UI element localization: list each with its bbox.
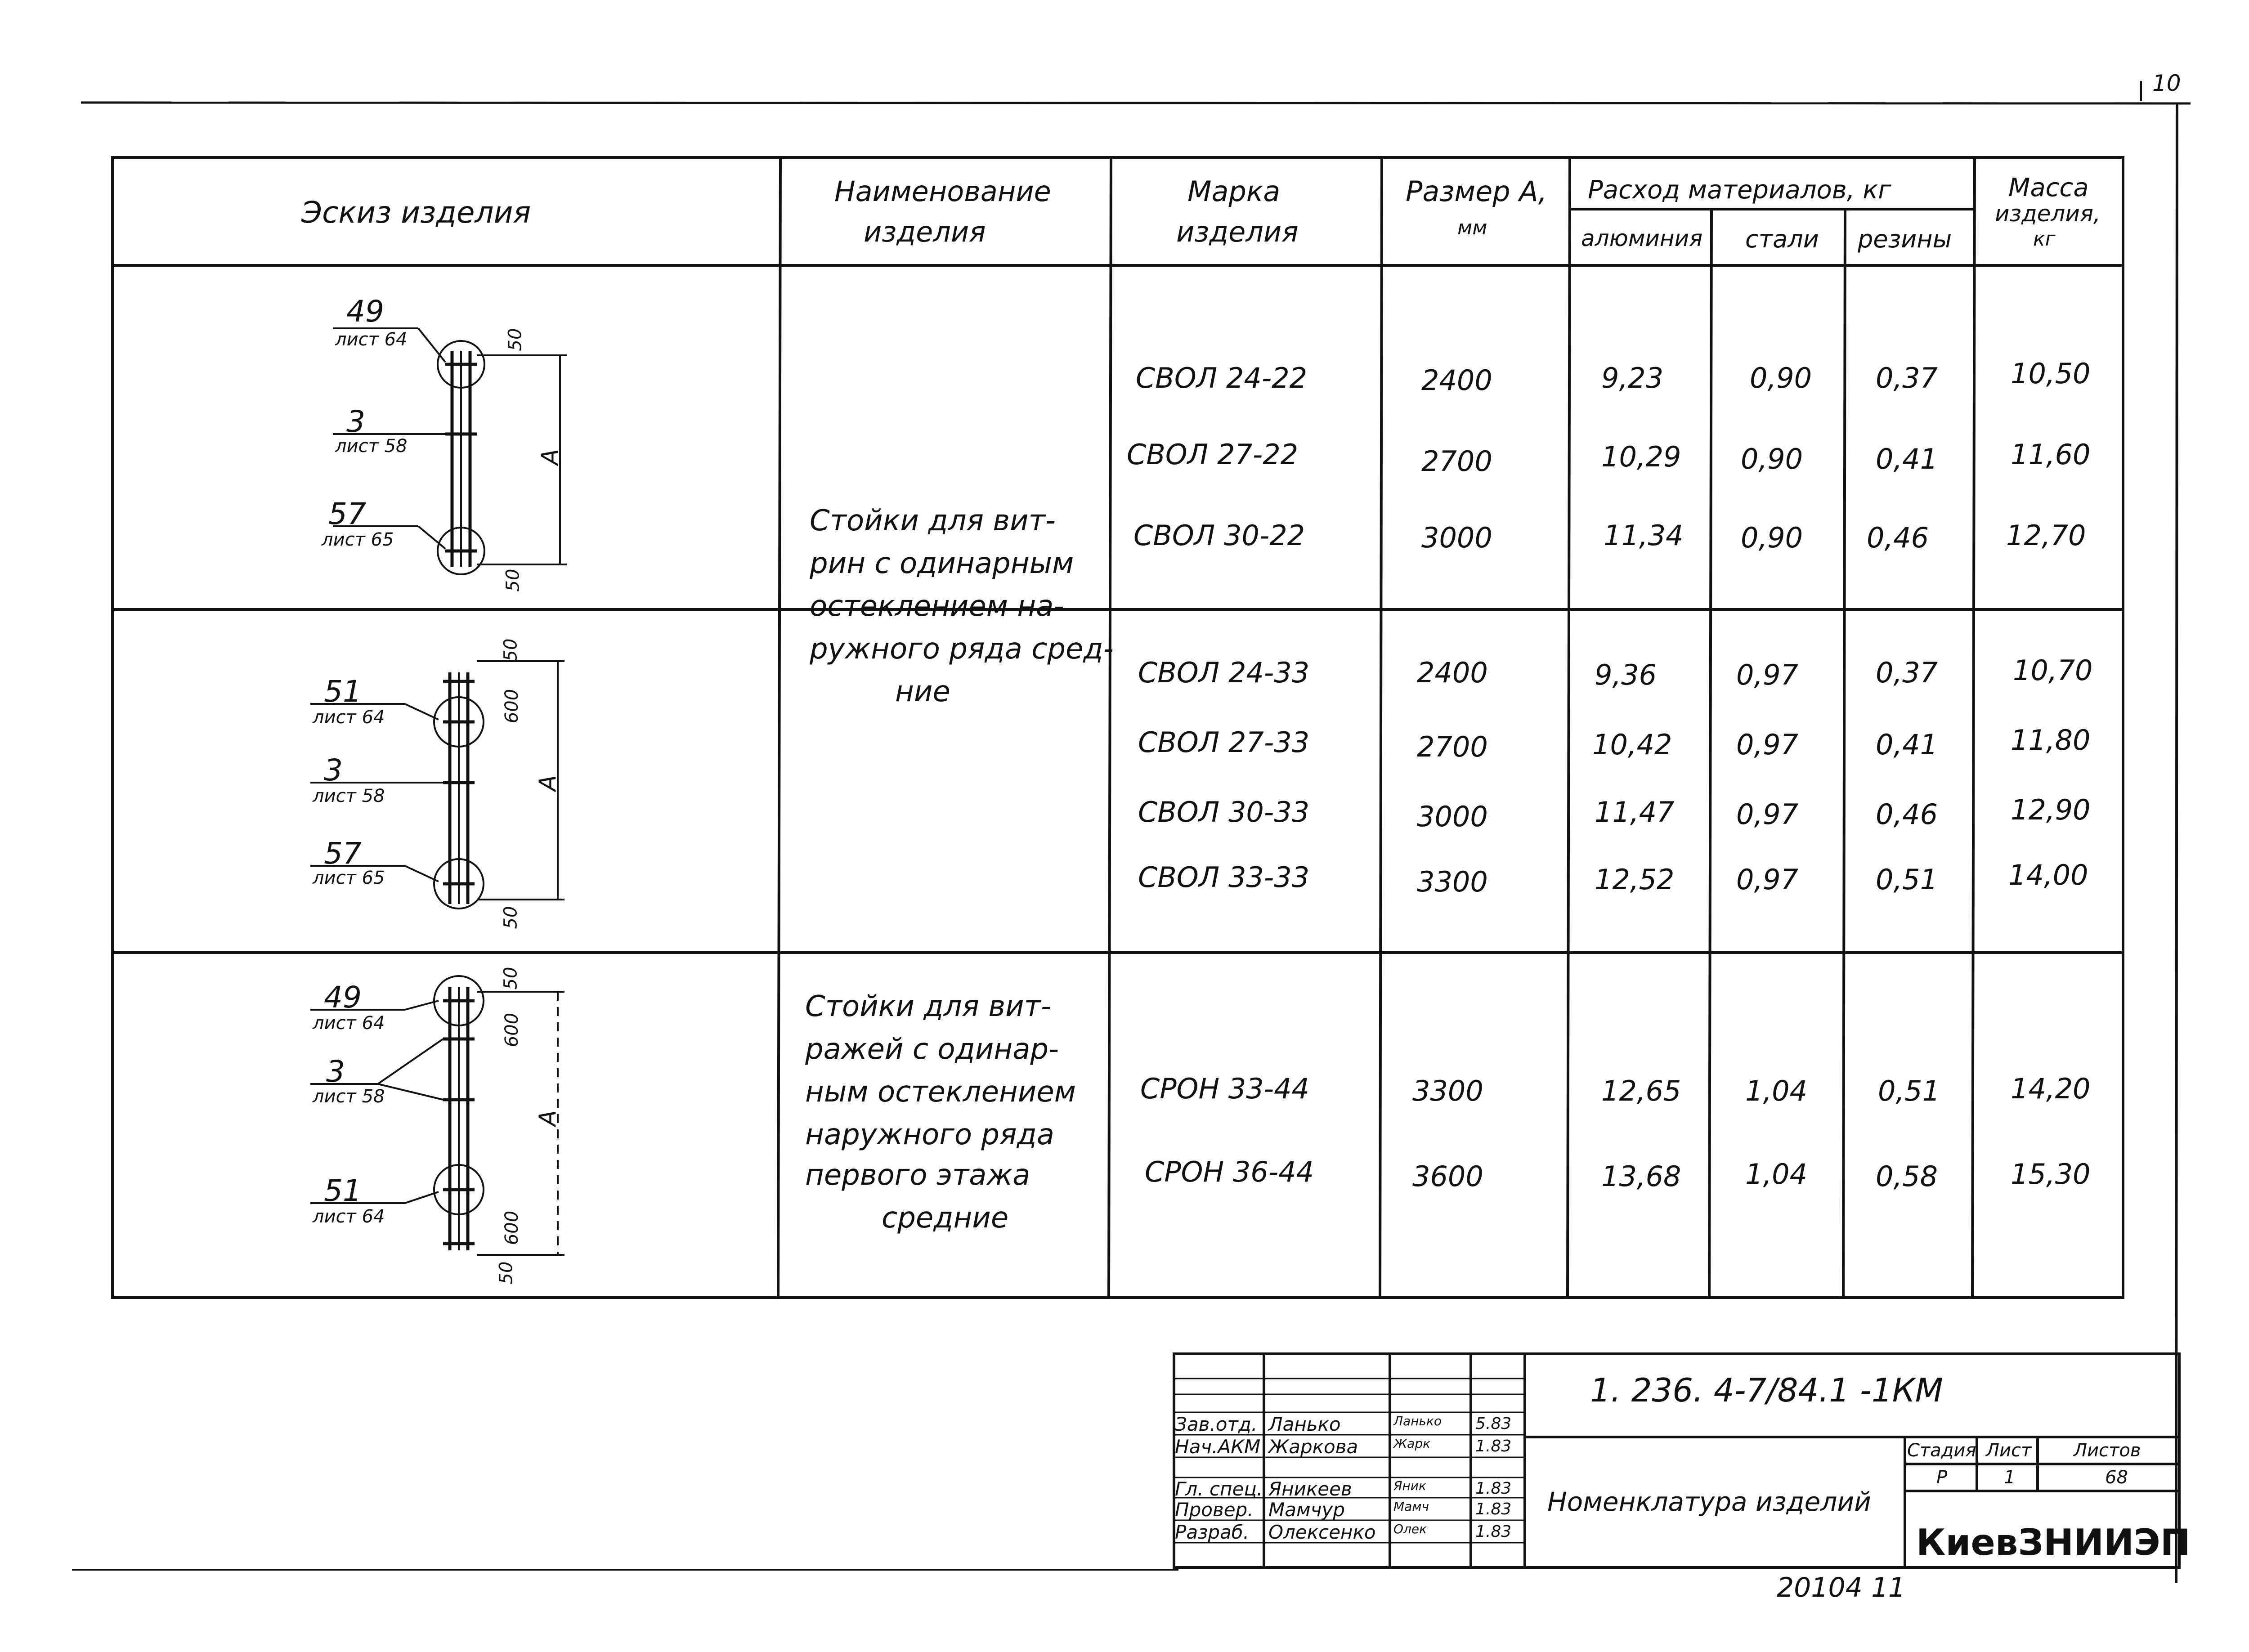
- row-aluminium: 10,42: [1592, 728, 1672, 761]
- row-mark: СВОЛ 27-22: [1127, 438, 1299, 471]
- callout-number: 51: [324, 674, 362, 709]
- group1-name-line4: ружного ряда сред-: [810, 632, 1114, 666]
- row-steel: 0,90: [1741, 443, 1803, 475]
- row-mark: СВОЛ 30-33: [1138, 796, 1310, 828]
- signature-name: Олексенко: [1268, 1521, 1376, 1543]
- row-steel: 0,97: [1736, 658, 1799, 691]
- header-size-1: Размер А,: [1406, 175, 1547, 208]
- dimension-label: 600: [502, 1012, 523, 1048]
- row-rubber: 0,41: [1876, 443, 1938, 475]
- callout-sheet: лист 58: [335, 436, 408, 457]
- row-aluminium: 11,47: [1595, 796, 1675, 828]
- row-mass: 10,50: [2011, 357, 2091, 390]
- callout-number: 3: [326, 1054, 345, 1089]
- callout-number: 3: [324, 753, 343, 788]
- row-size: 2400: [1417, 656, 1488, 689]
- row-mark: СВОЛ 24-22: [1136, 362, 1308, 394]
- row-rubber: 0,46: [1876, 798, 1938, 831]
- header-name-2: изделия: [864, 215, 986, 248]
- row-aluminium: 11,34: [1604, 519, 1684, 552]
- header-mass-3: кг: [2033, 228, 2056, 251]
- row-rubber: 0,41: [1876, 728, 1938, 761]
- group1-name-line5: ние: [895, 675, 950, 708]
- signature-sign: Олек: [1393, 1522, 1427, 1536]
- callout-number: 49: [346, 294, 384, 329]
- callout-sheet: лист 65: [322, 529, 394, 550]
- signature-sign: Ланько: [1393, 1414, 1442, 1428]
- signature-role: Разраб.: [1175, 1521, 1250, 1543]
- callout-sheet: лист 58: [313, 1086, 385, 1107]
- document-code: 1. 236. 4-7/84.1 -1КМ: [1590, 1371, 1943, 1409]
- stage-label: Стадия: [1907, 1440, 1976, 1461]
- row-steel: 0,97: [1736, 798, 1799, 831]
- group2-name-line1: Стойки для вит-: [805, 990, 1051, 1023]
- row-rubber: 0,37: [1876, 656, 1938, 689]
- row-mark: СВОЛ 33-33: [1138, 861, 1310, 894]
- group2-name-line3: ным остеклением: [805, 1075, 1076, 1109]
- row-size: 2400: [1421, 364, 1492, 397]
- row-mass: 11,60: [2011, 438, 2091, 471]
- row-mass: 15,30: [2011, 1158, 2091, 1191]
- row-steel: 0,90: [1741, 521, 1803, 554]
- dimension-label: 50: [496, 1261, 517, 1285]
- dimension-label: 50: [505, 328, 526, 351]
- row-mark: СРОН 33-44: [1140, 1072, 1309, 1105]
- callout-sheet: лист 64: [313, 1013, 385, 1034]
- signature-name: Яникеев: [1268, 1478, 1352, 1500]
- dimension-label: 600: [502, 689, 523, 724]
- signature-name: Ланько: [1268, 1413, 1341, 1435]
- dimension-a: A: [534, 775, 561, 791]
- callout-number: 57: [324, 836, 362, 871]
- row-mark: СВОЛ 30-22: [1133, 519, 1305, 552]
- row-size: 3000: [1421, 521, 1492, 554]
- row-rubber: 0,37: [1876, 362, 1938, 394]
- callout-sheet: лист 64: [313, 707, 385, 728]
- callout-sheet: лист 64: [335, 329, 408, 350]
- row-size: 2700: [1421, 445, 1492, 478]
- signature-name: Мамчур: [1268, 1499, 1345, 1521]
- row-steel: 1,04: [1745, 1158, 1808, 1191]
- sheets-label: Листов: [2074, 1440, 2141, 1461]
- row-steel: 0,97: [1736, 863, 1799, 896]
- signature-role: Провер.: [1175, 1499, 1254, 1521]
- row-aluminium: 10,29: [1601, 440, 1681, 473]
- row-rubber: 0,58: [1876, 1160, 1938, 1193]
- row-aluminium: 13,68: [1601, 1160, 1681, 1193]
- header-size-2: мм: [1457, 216, 1487, 239]
- dimension-a: A: [534, 1110, 561, 1126]
- header-mass-1: Масса: [2008, 173, 2089, 202]
- row-size: 3300: [1417, 865, 1488, 898]
- group2-name-line5: первого этажа: [805, 1159, 1030, 1192]
- header-materials: Расход материалов, кг: [1588, 175, 1891, 205]
- header-rubber: резины: [1858, 225, 1952, 253]
- signature-sign: Жарк: [1393, 1436, 1431, 1451]
- row-steel: 0,97: [1736, 728, 1799, 761]
- sheet-label: Лист: [1986, 1440, 2032, 1461]
- group1-name-line3: остеклением на-: [810, 590, 1064, 623]
- callout-sheet: лист 64: [313, 1206, 385, 1227]
- stage-value: Р: [1936, 1467, 1948, 1488]
- signature-role: Гл. спец.: [1175, 1478, 1263, 1500]
- header-mark-1: Марка: [1187, 175, 1281, 208]
- header-name-1: Наименование: [834, 175, 1051, 208]
- row-size: 3000: [1417, 800, 1488, 833]
- row-aluminium: 12,65: [1601, 1074, 1681, 1107]
- row-mass: 12,70: [2006, 519, 2086, 552]
- signature-date: 1.83: [1475, 1437, 1512, 1455]
- signature-sign: Яник: [1393, 1478, 1426, 1493]
- callout-sheet: лист 58: [313, 786, 385, 806]
- dimension-a: A: [536, 449, 564, 465]
- header-mass-2: изделия,: [1995, 201, 2101, 227]
- row-size: 3600: [1412, 1160, 1483, 1193]
- signature-date: 1.83: [1475, 1479, 1512, 1498]
- signature-name: Жаркова: [1268, 1436, 1358, 1458]
- row-aluminium: 12,52: [1595, 863, 1675, 896]
- row-aluminium: 9,36: [1595, 658, 1657, 691]
- callout-number: 3: [346, 404, 365, 439]
- row-mark: СВОЛ 24-33: [1138, 656, 1310, 689]
- row-mass: 14,20: [2011, 1072, 2091, 1105]
- header-mark-2: изделия: [1176, 215, 1299, 248]
- signature-date: 1.83: [1475, 1522, 1512, 1541]
- callout-number: 51: [324, 1173, 362, 1208]
- organization-name: КиевЗНИИЭП: [1916, 1522, 2191, 1563]
- signature-date: 1.83: [1475, 1500, 1512, 1518]
- group2-name-line2: ражей с одинар-: [805, 1033, 1059, 1066]
- callout-number: 49: [324, 980, 362, 1015]
- document-title: Номенклатура изделий: [1547, 1486, 1871, 1517]
- footer-number: 20104 11: [1777, 1572, 1906, 1603]
- dimension-label: 50: [502, 569, 524, 592]
- row-mark: СВОЛ 27-33: [1138, 726, 1310, 759]
- sheets-value: 68: [2105, 1467, 2128, 1488]
- header-sketch: Эскиз изделия: [301, 195, 531, 230]
- group2-name-line6: средние: [882, 1201, 1009, 1235]
- signature-role: Зав.отд.: [1175, 1413, 1258, 1435]
- group2-name-line4: наружного ряда: [805, 1118, 1054, 1151]
- header-steel: стали: [1745, 225, 1819, 253]
- row-mass: 12,90: [2011, 793, 2091, 826]
- row-mark: СРОН 36-44: [1145, 1155, 1314, 1188]
- header-aluminium: алюминия: [1581, 225, 1703, 251]
- row-rubber: 0,51: [1876, 863, 1938, 896]
- dimension-label: 50: [500, 967, 521, 990]
- row-rubber: 0,51: [1878, 1074, 1940, 1107]
- callout-sheet: лист 65: [313, 868, 385, 888]
- sheet-value: 1: [2004, 1467, 2016, 1488]
- row-size: 2700: [1417, 730, 1488, 763]
- callout-number: 57: [328, 497, 366, 531]
- signature-sign: Мамч: [1393, 1499, 1429, 1514]
- row-aluminium: 9,23: [1601, 362, 1664, 394]
- dimension-label: 50: [500, 906, 521, 929]
- row-mass: 11,80: [2011, 724, 2091, 757]
- group1-name-line1: Стойки для вит-: [810, 504, 1056, 537]
- row-rubber: 0,46: [1867, 521, 1929, 554]
- row-mass: 14,00: [2008, 859, 2088, 891]
- signature-role: Нач.АКМ: [1175, 1436, 1261, 1458]
- row-size: 3300: [1412, 1074, 1483, 1107]
- row-steel: 0,90: [1750, 362, 1812, 394]
- page-number: 10: [2152, 70, 2181, 96]
- row-mass: 10,70: [2013, 654, 2093, 687]
- row-steel: 1,04: [1745, 1074, 1808, 1107]
- signature-date: 5.83: [1475, 1415, 1512, 1433]
- group1-name-line2: рин с одинарным: [810, 547, 1074, 580]
- dimension-label: 50: [500, 638, 521, 662]
- dimension-label: 600: [502, 1210, 523, 1245]
